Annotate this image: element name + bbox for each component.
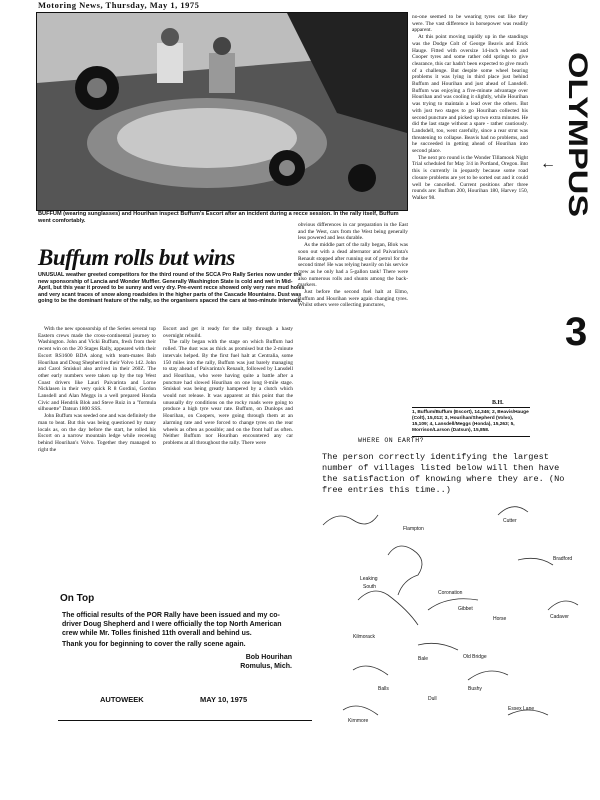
- map-label: Leaking: [360, 576, 378, 582]
- rally-photo: [36, 12, 408, 211]
- article-column-2: [163, 326, 293, 447]
- results-box: 1, Buffum/Buffum (Escort), 14,346; 2, Beavis/Hauge (Colt), 15,012; 3, Hourihan/Shepherd (Volvo), 15,109; 4, Lansdell/Meggs (Honda), 15,263; 5, Morrison/Larson (Datsun), 15,858.: [412, 407, 530, 437]
- map-label: Old Bridge: [463, 654, 487, 660]
- paragraph: obvious differences in car preparation in the East and the West, cars from the West being generally less powered and less durable.: [298, 222, 408, 242]
- olympus-number: 3: [565, 310, 588, 354]
- arrow-icon: ←: [540, 155, 556, 172]
- map-label: Bale: [418, 656, 429, 662]
- paragraph: Escort and get it ready for the rally through a hasty overnight rebuild.: [163, 326, 293, 339]
- letter-location: Romulus, Mich.: [240, 663, 292, 670]
- map-label: Cadaver: [550, 614, 569, 620]
- map-label: Bushy: [468, 686, 482, 692]
- map-sketch: [318, 500, 583, 735]
- map-label: Horse: [493, 616, 507, 622]
- paragraph: John Buffum was seeded one and was definitely the man to beat. But this was being questioned by many locals as, on the day before the start, he rolled his Escort on a narrow mountain ledge while receeing behind Hourihan's Volvo. Together they managed to right the: [38, 413, 156, 453]
- letter-signature: Bob Hourihan: [245, 654, 292, 661]
- letter-paragraph: The official results of the POR Rally have been issued and my co-driver Doug Shepherd and I were officially the top North American crew while Mr. Tolles finished 11th overall and behind us.: [62, 612, 282, 637]
- where-on-earth-text: The person correctly identifying the largest number of villages listed below will then have the satisfaction of knowing where they are. (No free entries this time..): [322, 452, 565, 495]
- overturned-car-image: [37, 13, 407, 210]
- map-label: Gibbet: [458, 606, 473, 612]
- page-header: Motoring News, Thursday, May 1, 1975: [38, 0, 200, 10]
- footer-date: MAY 10, 1975: [200, 695, 248, 704]
- article-headline: Buffum rolls but wins: [38, 245, 235, 270]
- map-label: Bradford: [553, 556, 573, 562]
- map-label: Coronation: [438, 590, 463, 596]
- article-column-1: [38, 326, 156, 453]
- article-column-3: [298, 222, 408, 309]
- map-label: Balls: [378, 686, 389, 692]
- letter-title: On Top: [60, 593, 95, 604]
- paragraph: no-one seemed to be wearing tyres out like they were. The vast difference in horsepower was readily apparent.: [412, 14, 528, 34]
- footer-publication: AUTOWEEK: [100, 695, 144, 704]
- map-label: Kilmorack: [353, 634, 375, 640]
- map-label: Dull: [428, 696, 437, 702]
- village-map: [318, 500, 583, 735]
- paragraph: The next pro round is the Wonder Tillamook Night Trial scheduled for May 3/4 in Portland, Oregon. But this is currently in jeopardy because some road closure problems are yet to be sorted out and it could well be cancelled. Current positions after three rounds are: Buffum 200, Hourihan 180, Harvey 150, Walker 98.: [412, 154, 528, 201]
- paragraph: With the new sponsorship of the Series several top Eastern crews made the cross-continental journey to Washington. John and Vicki Buffum, fresh from their recent win on the 20 Stages Rally, appeared with their Escort RS1600 BDA along with team-mates Bob Hourihan and Doug Shepherd in their Volvo 142. John and Carol Smiskol also arrived in their 260Z. The other early numbers were taken up by the top West Coast drivers like Lauri Paivarinta and Lorne Nicklasen in their very quick R 8 Gordini, Gordon Lansdell and Alan Meggs in a well prepared Honda Civic and Hendrik Blok and Steve Ruiz in a "formula silhouette" Datsun 1800 SSS.: [38, 326, 156, 413]
- letter-body: [62, 611, 292, 671]
- paragraph: Just before the second fuel halt at Elmo, Buffum and Hourihan were again changing tyres. Whilst others were collecting punctures,: [298, 289, 408, 309]
- map-label: Kirnmore: [348, 718, 369, 724]
- photo-caption: BUFFUM (wearing sunglasses) and Hourihan inspect Buffum's Escort after an incident during a recce session. In the rally itself, Buffum went comfortably.: [38, 211, 399, 224]
- paragraph: As the middle part of the rally began, Blok was soon out with a dead alternator and Paivarinta's Renault stopped after running out of petrol for the second time! He was relying heavily on his service crew as he only had a 5-gallon tank! There were also numerous rolls and shunts among the back-markers.: [298, 242, 408, 289]
- paragraph: At this point moving rapidly up in the standings was the Dodge Colt of George Beavis and Erick Hauge. Fitted with oversize 14-inch wheels and Cooper tyres and some rather odd springs to give clearance, this car hadn't been expected to give much of a challenge. But despite some wheel bearing problems it was lying in third place just behind Buffum and Hourihan and just ahead of Lansdell. Buffum was enjoying a five-minute advantage over Hourihan and was cooling it slightly, while Hourihan was trying to maintain a lead over the others. But with just two stages to go Hourihan collected his second puncture and picked up two extra minutes. He did the last stage without a spare - rather cautiously. Landsdell, too, went carefully, since a rear strut was threatening to collapse. Beavis had no problems, and he succeeded in getting ahead of Hourihan into second place.: [412, 34, 528, 155]
- map-label: Flampton: [403, 526, 424, 532]
- author-initials: B.H.: [492, 400, 504, 406]
- olympus-label: [562, 52, 594, 220]
- map-label: South: [363, 584, 377, 590]
- paragraph: The rally began with the stage on which Buffum had rolled. The dust was as thick as promised but the 2-minute intervals helped. By the first fuel halt at Centralia, some 150 miles into the rally, Buffum was just barely managing to stay ahead of Paivarinta's Renault, followed by Lansdell and Hourihan, who were having quite a battle after a puncture had slowed Hourihan on one long 8-mile stage. Smiskol was being greatly hampered by a clutch which would not release. It was apparent at this point that the unusually dry conditions on the rocky roads were going to produce a high tyre wear rate. Buffum, on Dunlops and Hourihan, on Coopers, were going through them at an alarming rate and were forced to change tyres on the rear wheels as often as possible; and on the front half as often. Neither Buffum nor Hourihan encountered any car problems at all throughout the rally. There were: [163, 339, 293, 446]
- where-on-earth-title: WHERE ON EARTH?: [358, 437, 425, 444]
- article-lead: UNUSUAL weather greeted competitors for the third round of the SCCA Pro Rally Series now under the new sponsorship of Lancia and Wonder Muffler. Generally Washington State is cold and wet in Mid-April, but this year it proved to be sunny and very dry. Pre-event recce showed only very rare mud holes and very scant traces of snow along roadsides in the higher parts of the Cascade Mountains. Dust was going to be the dominant feature of the rally, so the organisers spaced the cars at two-minute intervals.: [38, 272, 305, 305]
- map-label: Cutter: [503, 518, 517, 524]
- map-label: Essex Lane: [508, 706, 535, 712]
- article-column-4: [412, 14, 528, 202]
- letter-paragraph: Thank you for beginning to cover the rally scene again.: [62, 641, 246, 648]
- olympus-word: OLYMPUS: [562, 52, 594, 218]
